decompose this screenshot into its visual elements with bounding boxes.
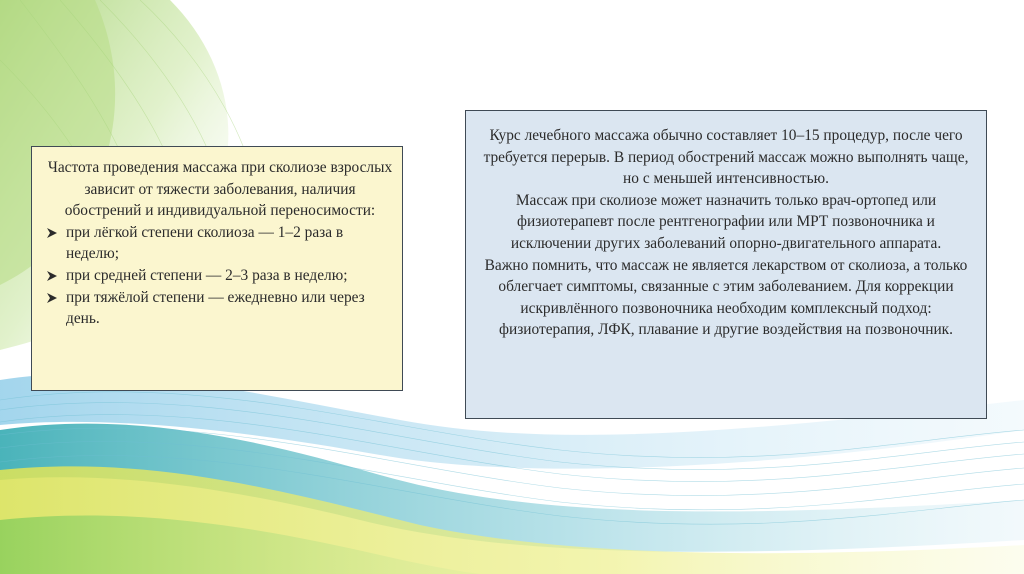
frequency-text-box: [31, 146, 403, 391]
frequency-list: [46, 222, 394, 330]
arrow-bullet-icon: [46, 270, 58, 282]
list-item-text: при тяжёлой степени — ежедневно или через день.: [66, 288, 365, 328]
list-item: [46, 222, 394, 265]
list-item: [46, 265, 394, 287]
arrow-bullet-icon: [46, 292, 58, 304]
list-item-text: при средней степени — 2–3 раза в неделю;: [66, 266, 348, 284]
course-paragraph: Курс лечебного массажа обычно составляет 10–15 процедур, после чего требуется перерыв. В период обострений массаж можно выполнять чаще, но с меньшей интенсивностью.: [483, 127, 969, 188]
course-info-text-box: [465, 110, 987, 419]
list-item-text: при лёгкой степени сколиоза — 1–2 раза в неделю;: [66, 223, 344, 263]
important-note-paragraph: Важно помнить, что массаж не является лекарством от сколиоза, а только облегчает симптомы, связанные с этим заболеванием. Для коррекции искривлённого позвоночника необходим комплексный подход: физиотерапия, ЛФК, плавание и другие воздействия на позвоночник.: [484, 256, 968, 339]
prescription-paragraph: Массаж при сколиозе может назначить только врач-ортопед или физиотерапевт после рентгенографии или МРТ позвоночника и исключении других заболеваний опорно-двигательного аппарата.: [510, 191, 942, 252]
arrow-bullet-icon: [46, 227, 58, 239]
frequency-intro: Частота проведения массажа при сколиозе взрослых зависит от тяжести заболевания, наличия обострений и индивидуальной переносимости:: [47, 159, 393, 220]
list-item: [46, 287, 394, 330]
